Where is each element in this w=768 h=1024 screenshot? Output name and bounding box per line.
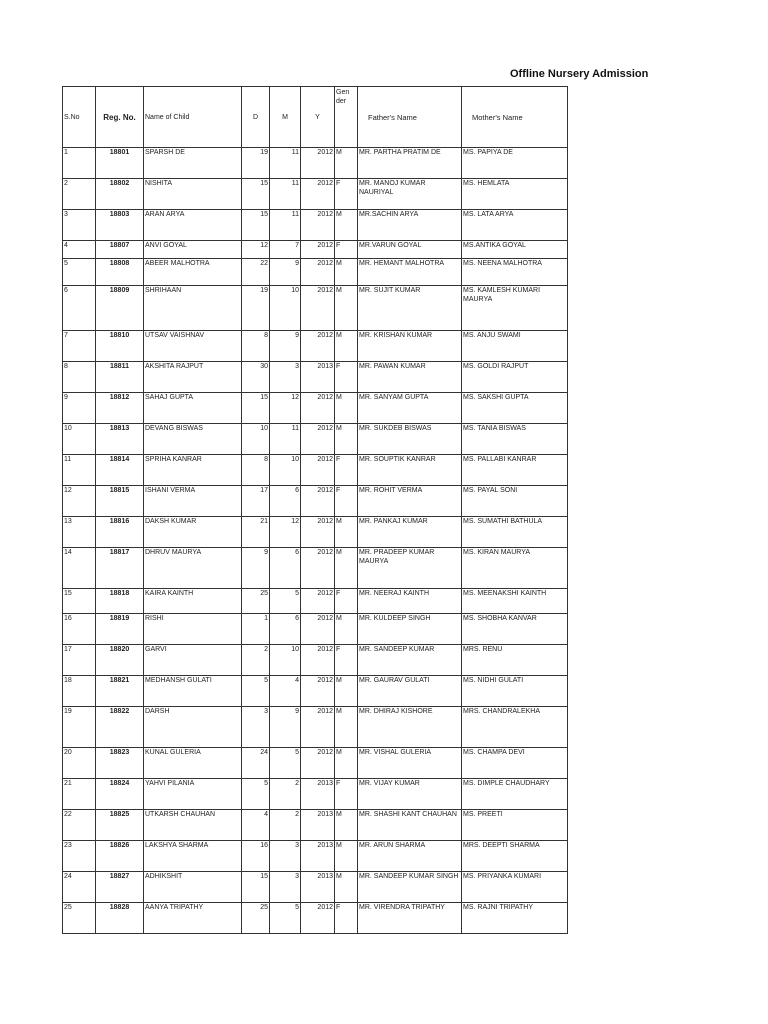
header-sno: S.No [63,87,96,148]
gender: F [335,362,358,393]
child-name: RISHI [144,614,242,645]
reg-no: 18826 [96,841,144,872]
gender: M [335,748,358,779]
mother-name: MS. NEENA MALHOTRA [462,259,568,286]
dob-year: 2012 [301,676,335,707]
dob-month: 5 [270,903,301,934]
dob-day: 15 [242,393,270,424]
child-name: AKSHITA RAJPUT [144,362,242,393]
dob-year: 2013 [301,872,335,903]
gender: M [335,810,358,841]
father-name: MR. ARUN SHARMA [358,841,462,872]
dob-day: 17 [242,486,270,517]
dob-day: 8 [242,455,270,486]
table-row [63,486,568,517]
header-name-of-child: Name of Child [144,87,242,148]
child-name: YAHVI PILANIA [144,779,242,810]
dob-year: 2012 [301,455,335,486]
dob-day: 15 [242,210,270,241]
reg-no: 18821 [96,676,144,707]
table-row [63,517,568,548]
row-sno: 23 [63,841,96,872]
gender: F [335,645,358,676]
father-name: MR. PARTHA PRATIM DE [358,148,462,179]
child-name: DAKSH KUMAR [144,517,242,548]
dob-month: 3 [270,362,301,393]
dob-month: 6 [270,486,301,517]
gender: F [335,589,358,614]
dob-year: 2012 [301,286,335,331]
row-sno: 15 [63,589,96,614]
gender: F [335,779,358,810]
child-name: ARAN ARYA [144,210,242,241]
dob-year: 2012 [301,614,335,645]
dob-year: 2012 [301,589,335,614]
dob-year: 2012 [301,148,335,179]
mother-name: MS. KAMLESH KUMARI MAURYA [462,286,568,331]
child-name: LAKSHYA SHARMA [144,841,242,872]
father-name: MR. SANDEEP KUMAR SINGH [358,872,462,903]
father-name: MR. VIRENDRA TRIPATHY [358,903,462,934]
table-row [63,645,568,676]
row-sno: 8 [63,362,96,393]
father-name: MR. VISHAL GULERIA [358,748,462,779]
table-row [63,903,568,934]
child-name: MEDHANSH GULATI [144,676,242,707]
father-name: MR. HEMANT MALHOTRA [358,259,462,286]
reg-no: 18815 [96,486,144,517]
reg-no: 18818 [96,589,144,614]
father-name: MR. SUKDEB BISWAS [358,424,462,455]
row-sno: 16 [63,614,96,645]
row-sno: 19 [63,707,96,748]
gender: M [335,393,358,424]
mother-name: MS. LATA ARYA [462,210,568,241]
child-name: SAHAJ GUPTA [144,393,242,424]
row-sno: 4 [63,241,96,259]
mother-name: MS. CHAMPA DEVI [462,748,568,779]
row-sno: 1 [63,148,96,179]
gender: F [335,241,358,259]
table-row [63,424,568,455]
father-name: MR. GAURAV GULATI [358,676,462,707]
mother-name: MRS. RENU [462,645,568,676]
child-name: KUNAL GULERIA [144,748,242,779]
header-father-name: Father's Name [358,87,462,148]
child-name: DEVANG BISWAS [144,424,242,455]
header-year: Y [301,87,335,148]
dob-month: 11 [270,148,301,179]
table-row [63,179,568,210]
dob-year: 2013 [301,810,335,841]
gender: M [335,259,358,286]
mother-name: MS. NIDHI GULATI [462,676,568,707]
father-name: MR. SANDEEP KUMAR [358,645,462,676]
reg-no: 18809 [96,286,144,331]
dob-day: 16 [242,841,270,872]
row-sno: 18 [63,676,96,707]
dob-year: 2012 [301,259,335,286]
gender: F [335,486,358,517]
mother-name: MS. PALLABI KANRAR [462,455,568,486]
row-sno: 11 [63,455,96,486]
dob-year: 2012 [301,645,335,676]
table-row [63,286,568,331]
child-name: SHRIHAAN [144,286,242,331]
dob-year: 2012 [301,210,335,241]
reg-no: 18812 [96,393,144,424]
gender: M [335,841,358,872]
dob-year: 2012 [301,241,335,259]
mother-name: MS. KIRAN MAURYA [462,548,568,589]
reg-no: 18827 [96,872,144,903]
gender: M [335,286,358,331]
dob-year: 2013 [301,779,335,810]
child-name: SPRIHA KANRAR [144,455,242,486]
page-title: Offline Nursery Admission [510,68,649,80]
reg-no: 18820 [96,645,144,676]
reg-no: 18824 [96,779,144,810]
dob-day: 4 [242,810,270,841]
row-sno: 20 [63,748,96,779]
child-name: SPARSH DE [144,148,242,179]
father-name: MR. NEERAJ KAINTH [358,589,462,614]
dob-year: 2012 [301,331,335,362]
dob-year: 2012 [301,424,335,455]
mother-name: MS.ANTIKA GOYAL [462,241,568,259]
reg-no: 18813 [96,424,144,455]
dob-month: 2 [270,779,301,810]
header-reg-no: Reg. No. [96,87,144,148]
row-sno: 9 [63,393,96,424]
row-sno: 6 [63,286,96,331]
mother-name: MS. PAYAL SONI [462,486,568,517]
dob-day: 24 [242,748,270,779]
mother-name: MS. SUMATHI BATHULA [462,517,568,548]
mother-name: MS. PRIYANKA KUMARI [462,872,568,903]
child-name: DARSH [144,707,242,748]
table-row [63,331,568,362]
dob-month: 11 [270,179,301,210]
father-name: MR. SHASHI KANT CHAUHAN [358,810,462,841]
table-row [63,393,568,424]
dob-month: 5 [270,589,301,614]
dob-year: 2012 [301,517,335,548]
row-sno: 12 [63,486,96,517]
mother-name: MS. DIMPLE CHAUDHARY [462,779,568,810]
father-name: MR. MANOJ KUMAR NAURIYAL [358,179,462,210]
table-row [63,589,568,614]
child-name: AANYA TRIPATHY [144,903,242,934]
dob-day: 9 [242,548,270,589]
mother-name: MS. PAPIYA DE [462,148,568,179]
mother-name: MRS. CHANDRALEKHA [462,707,568,748]
table-row [63,614,568,645]
table-row [63,748,568,779]
reg-no: 18814 [96,455,144,486]
table-row [63,362,568,393]
father-name: MR. VIJAY KUMAR [358,779,462,810]
child-name: KAIRA KAINTH [144,589,242,614]
dob-day: 25 [242,903,270,934]
mother-name: MS. SAKSHI GUPTA [462,393,568,424]
father-name: MR. ROHIT VERMA [358,486,462,517]
father-name: MR. PANKAJ KUMAR [358,517,462,548]
gender: M [335,614,358,645]
reg-no: 18816 [96,517,144,548]
table-row [63,810,568,841]
header-row [63,87,568,148]
dob-year: 2012 [301,707,335,748]
table-row [63,241,568,259]
dob-month: 10 [270,455,301,486]
table-row [63,548,568,589]
reg-no: 18801 [96,148,144,179]
dob-month: 6 [270,548,301,589]
row-sno: 17 [63,645,96,676]
dob-year: 2012 [301,393,335,424]
table-row [63,210,568,241]
dob-month: 10 [270,286,301,331]
table-row [63,676,568,707]
table-row [63,841,568,872]
row-sno: 10 [63,424,96,455]
gender: M [335,424,358,455]
dob-month: 11 [270,424,301,455]
dob-day: 12 [242,241,270,259]
gender: M [335,517,358,548]
dob-month: 9 [270,331,301,362]
header-mother-name: Mother's Name [462,87,568,148]
dob-month: 6 [270,614,301,645]
father-name: MR. PAWAN KUMAR [358,362,462,393]
reg-no: 18803 [96,210,144,241]
reg-no: 18819 [96,614,144,645]
dob-month: 11 [270,210,301,241]
row-sno: 21 [63,779,96,810]
header-gender: Gen der [335,87,358,148]
mother-name: MRS. DEEPTI SHARMA [462,841,568,872]
child-name: ANVI GOYAL [144,241,242,259]
table-row [63,455,568,486]
father-name: MR. PRADEEP KUMAR MAURYA [358,548,462,589]
dob-month: 3 [270,841,301,872]
mother-name: MS. MEENAKSHI KAINTH [462,589,568,614]
row-sno: 2 [63,179,96,210]
child-name: UTSAV VAISHNAV [144,331,242,362]
admission-table [62,86,568,934]
row-sno: 14 [63,548,96,589]
dob-day: 5 [242,676,270,707]
dob-year: 2012 [301,903,335,934]
table-row [63,707,568,748]
table-row [63,872,568,903]
dob-year: 2012 [301,486,335,517]
father-name: MR. KRISHAN KUMAR [358,331,462,362]
mother-name: MS. RAJNI TRIPATHY [462,903,568,934]
father-name: MR.VARUN GOYAL [358,241,462,259]
child-name: NISHITA [144,179,242,210]
gender: M [335,707,358,748]
dob-month: 4 [270,676,301,707]
dob-day: 19 [242,286,270,331]
row-sno: 24 [63,872,96,903]
row-sno: 25 [63,903,96,934]
dob-month: 10 [270,645,301,676]
header-day: D [242,87,270,148]
dob-day: 8 [242,331,270,362]
dob-day: 1 [242,614,270,645]
dob-month: 9 [270,259,301,286]
gender: F [335,179,358,210]
child-name: ABEER MALHOTRA [144,259,242,286]
child-name: UTKARSH CHAUHAN [144,810,242,841]
father-name: MR. SANYAM GUPTA [358,393,462,424]
gender: F [335,903,358,934]
row-sno: 7 [63,331,96,362]
mother-name: MS. TANIA BISWAS [462,424,568,455]
dob-day: 30 [242,362,270,393]
table-row [63,779,568,810]
gender: M [335,210,358,241]
mother-name: MS. ANJU SWAMI [462,331,568,362]
dob-day: 15 [242,872,270,903]
child-name: ADHIKSHIT [144,872,242,903]
dob-year: 2013 [301,841,335,872]
dob-day: 5 [242,779,270,810]
dob-day: 3 [242,707,270,748]
header-month: M [270,87,301,148]
dob-day: 25 [242,589,270,614]
reg-no: 18823 [96,748,144,779]
dob-year: 2013 [301,362,335,393]
dob-month: 9 [270,707,301,748]
gender: M [335,676,358,707]
dob-month: 3 [270,872,301,903]
father-name: MR. SUJIT KUMAR [358,286,462,331]
gender: M [335,331,358,362]
dob-year: 2012 [301,179,335,210]
child-name: DHRUV MAURYA [144,548,242,589]
mother-name: MS. PREETI [462,810,568,841]
mother-name: MS. HEMLATA [462,179,568,210]
dob-month: 7 [270,241,301,259]
child-name: ISHANI VERMA [144,486,242,517]
dob-month: 12 [270,393,301,424]
table-row [63,148,568,179]
dob-day: 19 [242,148,270,179]
dob-day: 22 [242,259,270,286]
dob-month: 2 [270,810,301,841]
child-name: GARVI [144,645,242,676]
row-sno: 22 [63,810,96,841]
gender: M [335,148,358,179]
reg-no: 18807 [96,241,144,259]
mother-name: MS. GOLDI RAJPUT [462,362,568,393]
father-name: MR. SOUPTIK KANRAR [358,455,462,486]
gender: M [335,548,358,589]
table-row [63,259,568,286]
row-sno: 5 [63,259,96,286]
reg-no: 18802 [96,179,144,210]
row-sno: 13 [63,517,96,548]
dob-month: 5 [270,748,301,779]
reg-no: 18810 [96,331,144,362]
row-sno: 3 [63,210,96,241]
reg-no: 18822 [96,707,144,748]
mother-name: MS. SHOBHA KANVAR [462,614,568,645]
father-name: MR. KULDEEP SINGH [358,614,462,645]
reg-no: 18825 [96,810,144,841]
dob-day: 21 [242,517,270,548]
reg-no: 18808 [96,259,144,286]
father-name: MR. DHIRAJ KISHORE [358,707,462,748]
reg-no: 18811 [96,362,144,393]
dob-day: 15 [242,179,270,210]
reg-no: 18817 [96,548,144,589]
father-name: MR.SACHIN ARYA [358,210,462,241]
dob-year: 2012 [301,548,335,589]
reg-no: 18828 [96,903,144,934]
dob-month: 12 [270,517,301,548]
dob-day: 10 [242,424,270,455]
dob-year: 2012 [301,748,335,779]
dob-day: 2 [242,645,270,676]
gender: F [335,455,358,486]
gender: M [335,872,358,903]
